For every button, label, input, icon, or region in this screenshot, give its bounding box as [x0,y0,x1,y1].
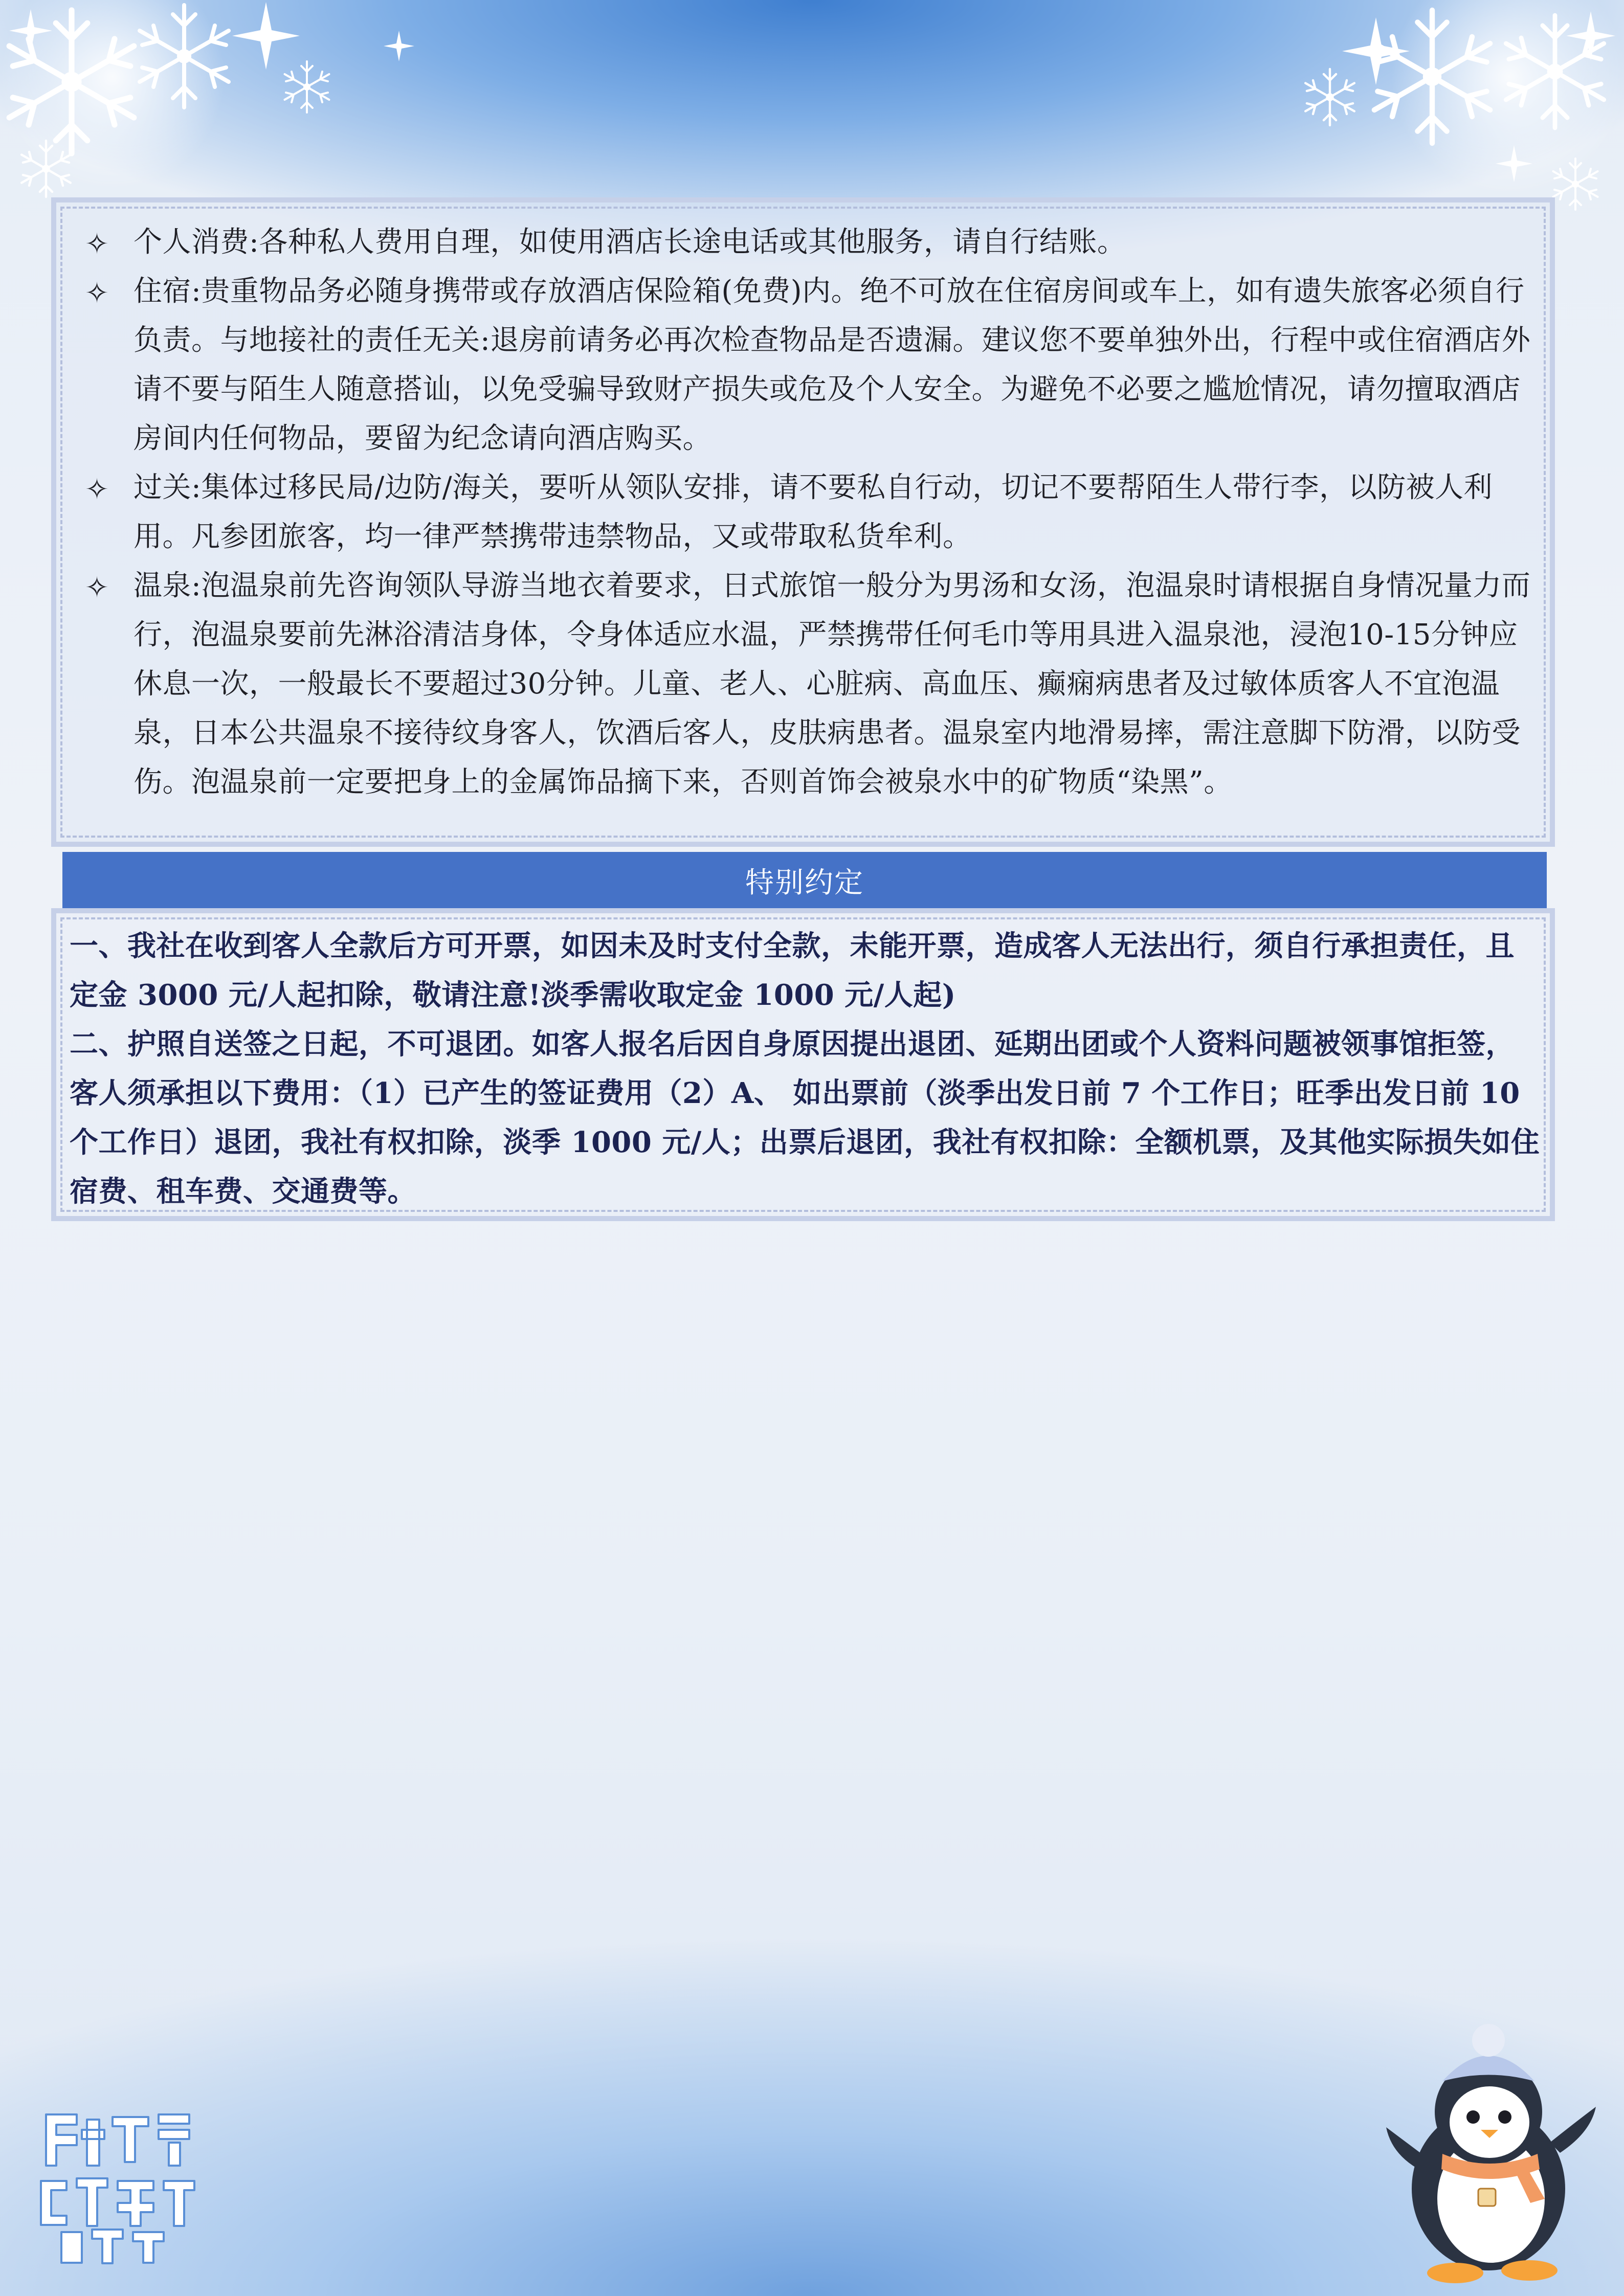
special-clause-2: 二、护照自送签之日起，不可退团。如客人报名后因自身原因提出退团、延期出团或个人资料问题被领事馆拒签，客人须承担以下费用：（1）已产生的签证费用（2）A、 如出票前（淡季出发日前 7 个工作日；旺季出发日前 10 个工作日）退团，我社有权扣除，淡季 1000 元/人；出票后退团，我社有权扣除：全额机票，及其他实际损失如住宿费、租车费、交通费等。 [70,1027,1540,1208]
note-text: 住宿:贵重物品务必随身携带或存放酒店保险箱(免费)内。绝不可放在住宿房间或车上，如有遗失旅客必须自行负责。与地接社的责任无关:退房前请务必再次检查物品是否遗漏。建议您不要单独外出，行程中或住宿酒店外请不要与陌生人随意搭讪，以免受骗导致财产损失或危及个人安全。为避免不必要之尴尬情况，请勿擅取酒店房间内任何物品，要留为纪念请向酒店购买。 [134,275,1531,455]
note-item [75,561,1538,807]
diamond-bullet-icon: ✧ [85,571,109,604]
note-text: 个人消费:各种私人费用自理，如使用酒店长途电话或其他服务，请自行结账。 [134,226,1126,259]
note-text: 温泉:泡温泉前先咨询领队导游当地衣着要求，日式旅馆一般分为男汤和女汤，泡温泉时请根据自身情况量力而行，泡温泉要前先淋浴清洁身体，令身体适应水温，严禁携带任何毛巾等用具进入温泉池，浸泡10-15分钟应休息一次，一般最长不要超过30分钟。儿童、老人、心脏病、高血压、癫痫病患者及过敏体质客人不宜泡温泉，日本公共温泉不接待纹身客人，饮酒后客人，皮肤病患者。温泉室内地滑易摔，需注意脚下防滑，以防受伤。泡温泉前一定要把身上的金属饰品摘下来，否则首饰会被泉水中的矿物质“染黑”。 [134,569,1531,799]
special-agreement-panel [51,908,1555,1221]
diamond-bullet-icon: ✧ [85,473,109,506]
note-item [75,267,1538,463]
diamond-bullet-icon: ✧ [85,277,109,310]
travel-slogan-logo [31,2094,215,2268]
section-title-special-agreement: 特别约定 [62,852,1547,909]
diamond-bullet-icon: ✧ [85,228,109,261]
snowflake-cluster-top-left [0,0,414,197]
penguin-mascot-icon [1371,2020,1606,2286]
note-item [75,218,1538,267]
snowflake-cluster-top-right [1305,0,1624,210]
note-item [75,463,1538,561]
note-text: 过关:集体过移民局/边防/海关，要听从领队安排，请不要私自行动，切记不要帮陌生人带行李，以防被人利用。凡参团旅客，均一律严禁携带违禁物品，又或带取私货牟利。 [134,471,1493,553]
special-clause-1: 一、我社在收到客人全款后方可开票，如因未及时支付全款，未能开票，造成客人无法出行，须自行承担责任，且定金 3000 元/人起扣除，敬请注意!淡季需收取定金 1000 元/人起) [70,929,1515,1012]
special-agreement-text [70,921,1543,1216]
notes-list [75,218,1538,807]
travel-notes-panel [51,197,1555,899]
